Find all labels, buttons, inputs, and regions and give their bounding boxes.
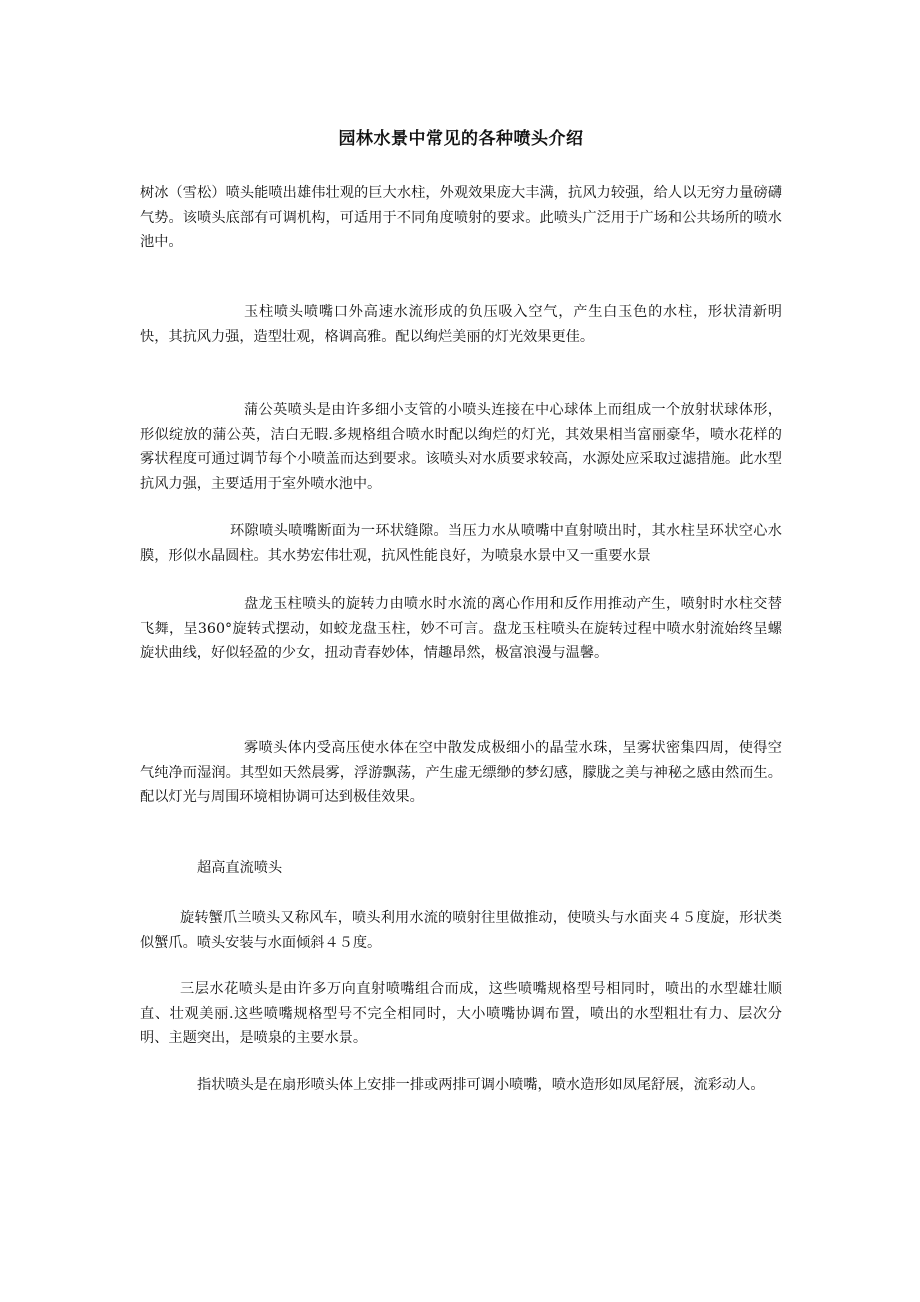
paragraph-mist-nozzle: 雾喷头体内受高压使水体在空中散发成极细小的晶莹水珠，呈雾状密集四周，使得空气纯净而湿润。其型如天然晨雾，浮游飘荡，产生虚无缥缈的梦幻感，朦胧之美与神秘之感由然而生。配以灯光与周围环境相协调可达到极佳效果。 xyxy=(140,740,782,805)
paragraph-three-layer-nozzle: 三层水花喷头是由许多万向直射喷嘴组合而成，这些喷嘴规格型号相同时，喷出的水型雄壮顺直、壮观美丽.这些喷嘴规格型号不完全相同时，大小喷嘴协调布置，喷出的水型粗壮有力、层次分明、主题突出，是喷泉的主要水景。 xyxy=(140,981,782,1046)
paragraph-annular-gap-nozzle: 环隙喷头喷嘴断面为一环状缝隙。当压力水从喷嘴中直射喷出时，其水柱呈环状空心水膜，形似水晶圆柱。其水势宏伟壮观，抗风性能良好，为喷泉水景中又一重要水景 xyxy=(140,523,782,564)
paragraph-shubing-nozzle: 树冰（雪松）喷头能喷出雄伟壮观的巨大水柱，外观效果庞大丰满，抗风力较强，给人以无穷力量磅礴气势。该喷头底部有可调机构，可适用于不同角度喷射的要求。此喷头广泛用于广场和公共场所的喷水池中。 xyxy=(140,185,782,250)
document-page xyxy=(140,0,782,1302)
document-title: 园林水景中常见的各种喷头介绍 xyxy=(338,129,584,149)
paragraph-rotating-crab-claw-nozzle: 旋转蟹爪兰喷头又称风车，喷头利用水流的喷射往里做推动，使喷头与水面夹４５度旋，形状类似蟹爪。喷头安装与水面倾斜４５度。 xyxy=(140,910,782,951)
paragraph-yuzhu-nozzle: 玉柱喷头喷嘴口外高速水流形成的负压吸入空气，产生白玉色的水柱，形状清新明快，其抗风力强，造型壮观，格调高雅。配以绚烂美丽的灯光效果更佳。 xyxy=(140,304,782,345)
paragraph-dandelion-nozzle: 蒲公英喷头是由许多细小支管的小喷头连接在中心球体上而组成一个放射状球体形，形似绽放的蒲公英，洁白无暇.多规格组合喷水时配以绚烂的灯光，其效果相当富丽豪华，喷水花样的雾状程度可通过调节每个小喷盖而达到要求。该喷头对水质要求较高，水源处应采取过滤措施。此水型抗风力强，主要适用于室外喷水池中。 xyxy=(140,402,782,492)
paragraph-finger-nozzle: 指状喷头是在扇形喷头体上安排一排或两排可调小喷嘴，喷水造形如凤尾舒展，流彩动人。 xyxy=(197,1077,765,1093)
paragraph-coiling-dragon-nozzle: 盘龙玉柱喷头的旋转力由喷水时水流的离心作用和反作用推动产生，喷射时水柱交替飞舞，呈360°旋转式摆动，如蛟龙盘玉柱，妙不可言。盘龙玉柱喷头在旋转过程中喷水射流始终呈螺旋状曲线，好似轻盈的少女，扭动青春妙体，情趣昂然，极富浪漫与温馨。 xyxy=(140,596,782,661)
paragraph-ultra-high-jet-nozzle: 超高直流喷头 xyxy=(197,860,283,876)
